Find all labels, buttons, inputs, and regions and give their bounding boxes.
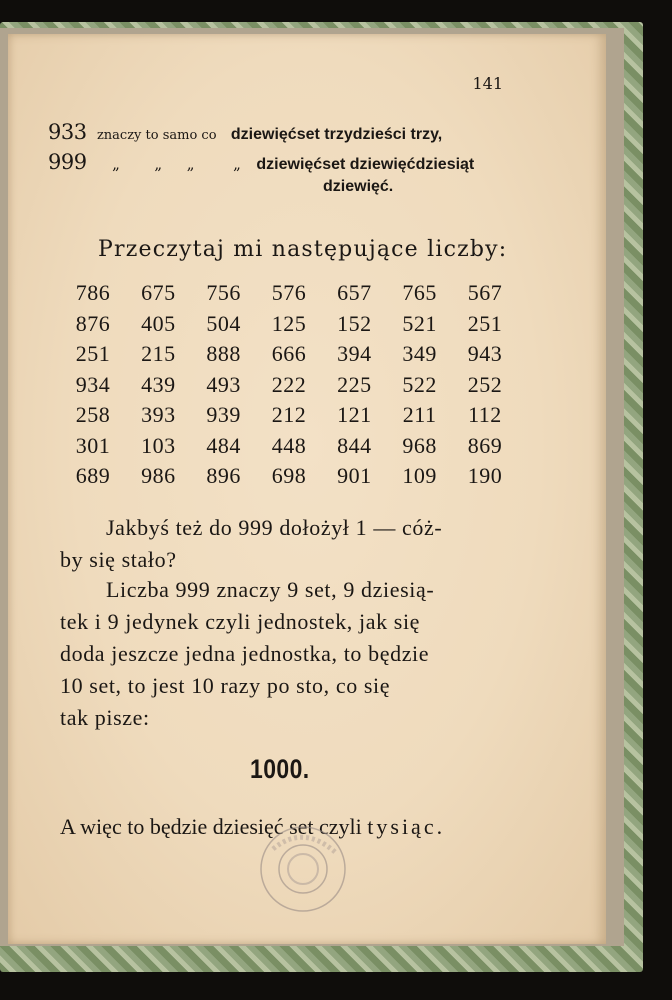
number-cell: 986 bbox=[141, 463, 176, 489]
number-cell: 484 bbox=[206, 432, 241, 458]
number-row bbox=[64, 278, 514, 309]
number-row bbox=[64, 370, 514, 401]
number-cell: 504 bbox=[206, 310, 241, 336]
definition-line-1 bbox=[48, 120, 442, 144]
number-row bbox=[64, 309, 514, 340]
paragraph-line: tek i 9 jedynek czyli jednostek, jak się bbox=[60, 609, 421, 634]
definition-connector: znaczy to samo co bbox=[96, 128, 217, 143]
number-row bbox=[64, 339, 514, 370]
number-cell: 190 bbox=[467, 463, 503, 489]
number-cell: 121 bbox=[337, 402, 372, 428]
number-cell: 211 bbox=[402, 402, 437, 428]
definition-words: dziewięćset trzydzieści trzy, bbox=[230, 126, 443, 143]
definition-line-2 bbox=[48, 150, 474, 174]
number-cell: 657 bbox=[337, 280, 372, 306]
number-cell: 698 bbox=[271, 463, 307, 489]
definition-number: 999 bbox=[48, 150, 87, 174]
number-cell: 943 bbox=[467, 341, 503, 367]
number-row bbox=[64, 400, 514, 431]
ditto-mark: „ bbox=[233, 155, 241, 173]
number-cell: 765 bbox=[402, 280, 437, 306]
number-cell: 521 bbox=[402, 310, 437, 336]
number-cell: 493 bbox=[206, 371, 241, 397]
number-cell: 576 bbox=[271, 280, 307, 306]
number-cell: 225 bbox=[337, 371, 372, 397]
big-number: 1000. bbox=[250, 754, 310, 784]
exercise-heading: Przeczytaj mi następujące liczby: bbox=[98, 237, 508, 262]
number-cell: 756 bbox=[206, 280, 241, 306]
number-cell: 968 bbox=[402, 432, 437, 458]
number-cell: 405 bbox=[141, 310, 176, 336]
number-cell: 939 bbox=[206, 402, 241, 428]
book-page bbox=[8, 34, 606, 944]
paragraph-line: Jakbyś też do 999 dołożył 1 — cóż- bbox=[106, 515, 443, 540]
number-cell: 393 bbox=[141, 402, 176, 428]
number-cell: 689 bbox=[75, 463, 111, 489]
number-cell: 215 bbox=[141, 341, 176, 367]
number-cell: 394 bbox=[337, 341, 372, 367]
number-cell: 349 bbox=[402, 341, 437, 367]
number-cell: 666 bbox=[271, 341, 307, 367]
number-cell: 103 bbox=[141, 432, 176, 458]
final-sentence-prefix: A więc to będzie dziesięć set czyli bbox=[60, 814, 362, 839]
number-cell: 934 bbox=[75, 371, 111, 397]
number-cell: 901 bbox=[337, 463, 372, 489]
number-cell: 675 bbox=[141, 280, 176, 306]
number-cell: 844 bbox=[337, 432, 372, 458]
number-cell: 252 bbox=[467, 371, 503, 397]
number-cell: 888 bbox=[206, 341, 241, 367]
number-cell: 869 bbox=[467, 432, 503, 458]
number-cell: 112 bbox=[468, 402, 502, 428]
paragraph-line: tak pisze: bbox=[60, 705, 150, 730]
number-cell: 251 bbox=[467, 310, 503, 336]
paragraph-line: by się stało? bbox=[60, 547, 177, 572]
number-cell: 125 bbox=[271, 310, 307, 336]
number-row bbox=[64, 431, 514, 462]
number-cell: 876 bbox=[75, 310, 111, 336]
number-cell: 222 bbox=[271, 371, 307, 397]
number-row bbox=[64, 461, 514, 492]
definition-words: dziewięćset dziewięćdziesiąt bbox=[256, 156, 475, 173]
number-cell: 786 bbox=[75, 280, 111, 306]
number-cell: 301 bbox=[75, 432, 111, 458]
number-cell: 109 bbox=[402, 463, 437, 489]
number-cell: 522 bbox=[402, 371, 437, 397]
definition-continuation: dziewięć. bbox=[323, 178, 394, 195]
paragraph-explanation bbox=[60, 574, 516, 734]
paragraph-line: 10 set, to jest 10 razy po sto, co się bbox=[60, 673, 391, 698]
paragraph-line: doda jeszcze jedna jednostka, to będzie bbox=[60, 641, 430, 666]
number-cell: 567 bbox=[467, 280, 503, 306]
number-grid bbox=[64, 278, 514, 492]
number-cell: 251 bbox=[75, 341, 111, 367]
definition-number: 933 bbox=[48, 120, 87, 144]
paragraph-question bbox=[60, 512, 516, 576]
number-cell: 439 bbox=[141, 371, 176, 397]
page-number: 141 bbox=[472, 74, 503, 93]
number-cell: 258 bbox=[75, 402, 111, 428]
final-sentence-word: tysiąc. bbox=[367, 814, 446, 839]
library-stamp-icon bbox=[243, 814, 363, 924]
paragraph-line: Liczba 999 znaczy 9 set, 9 dziesią- bbox=[106, 577, 435, 602]
number-cell: 152 bbox=[337, 310, 372, 336]
number-cell: 212 bbox=[271, 402, 307, 428]
ditto-mark: „ bbox=[154, 155, 163, 173]
ditto-mark: „ bbox=[112, 155, 120, 173]
number-cell: 896 bbox=[206, 463, 241, 489]
number-cell: 448 bbox=[271, 432, 307, 458]
ditto-mark: „ bbox=[186, 155, 195, 173]
